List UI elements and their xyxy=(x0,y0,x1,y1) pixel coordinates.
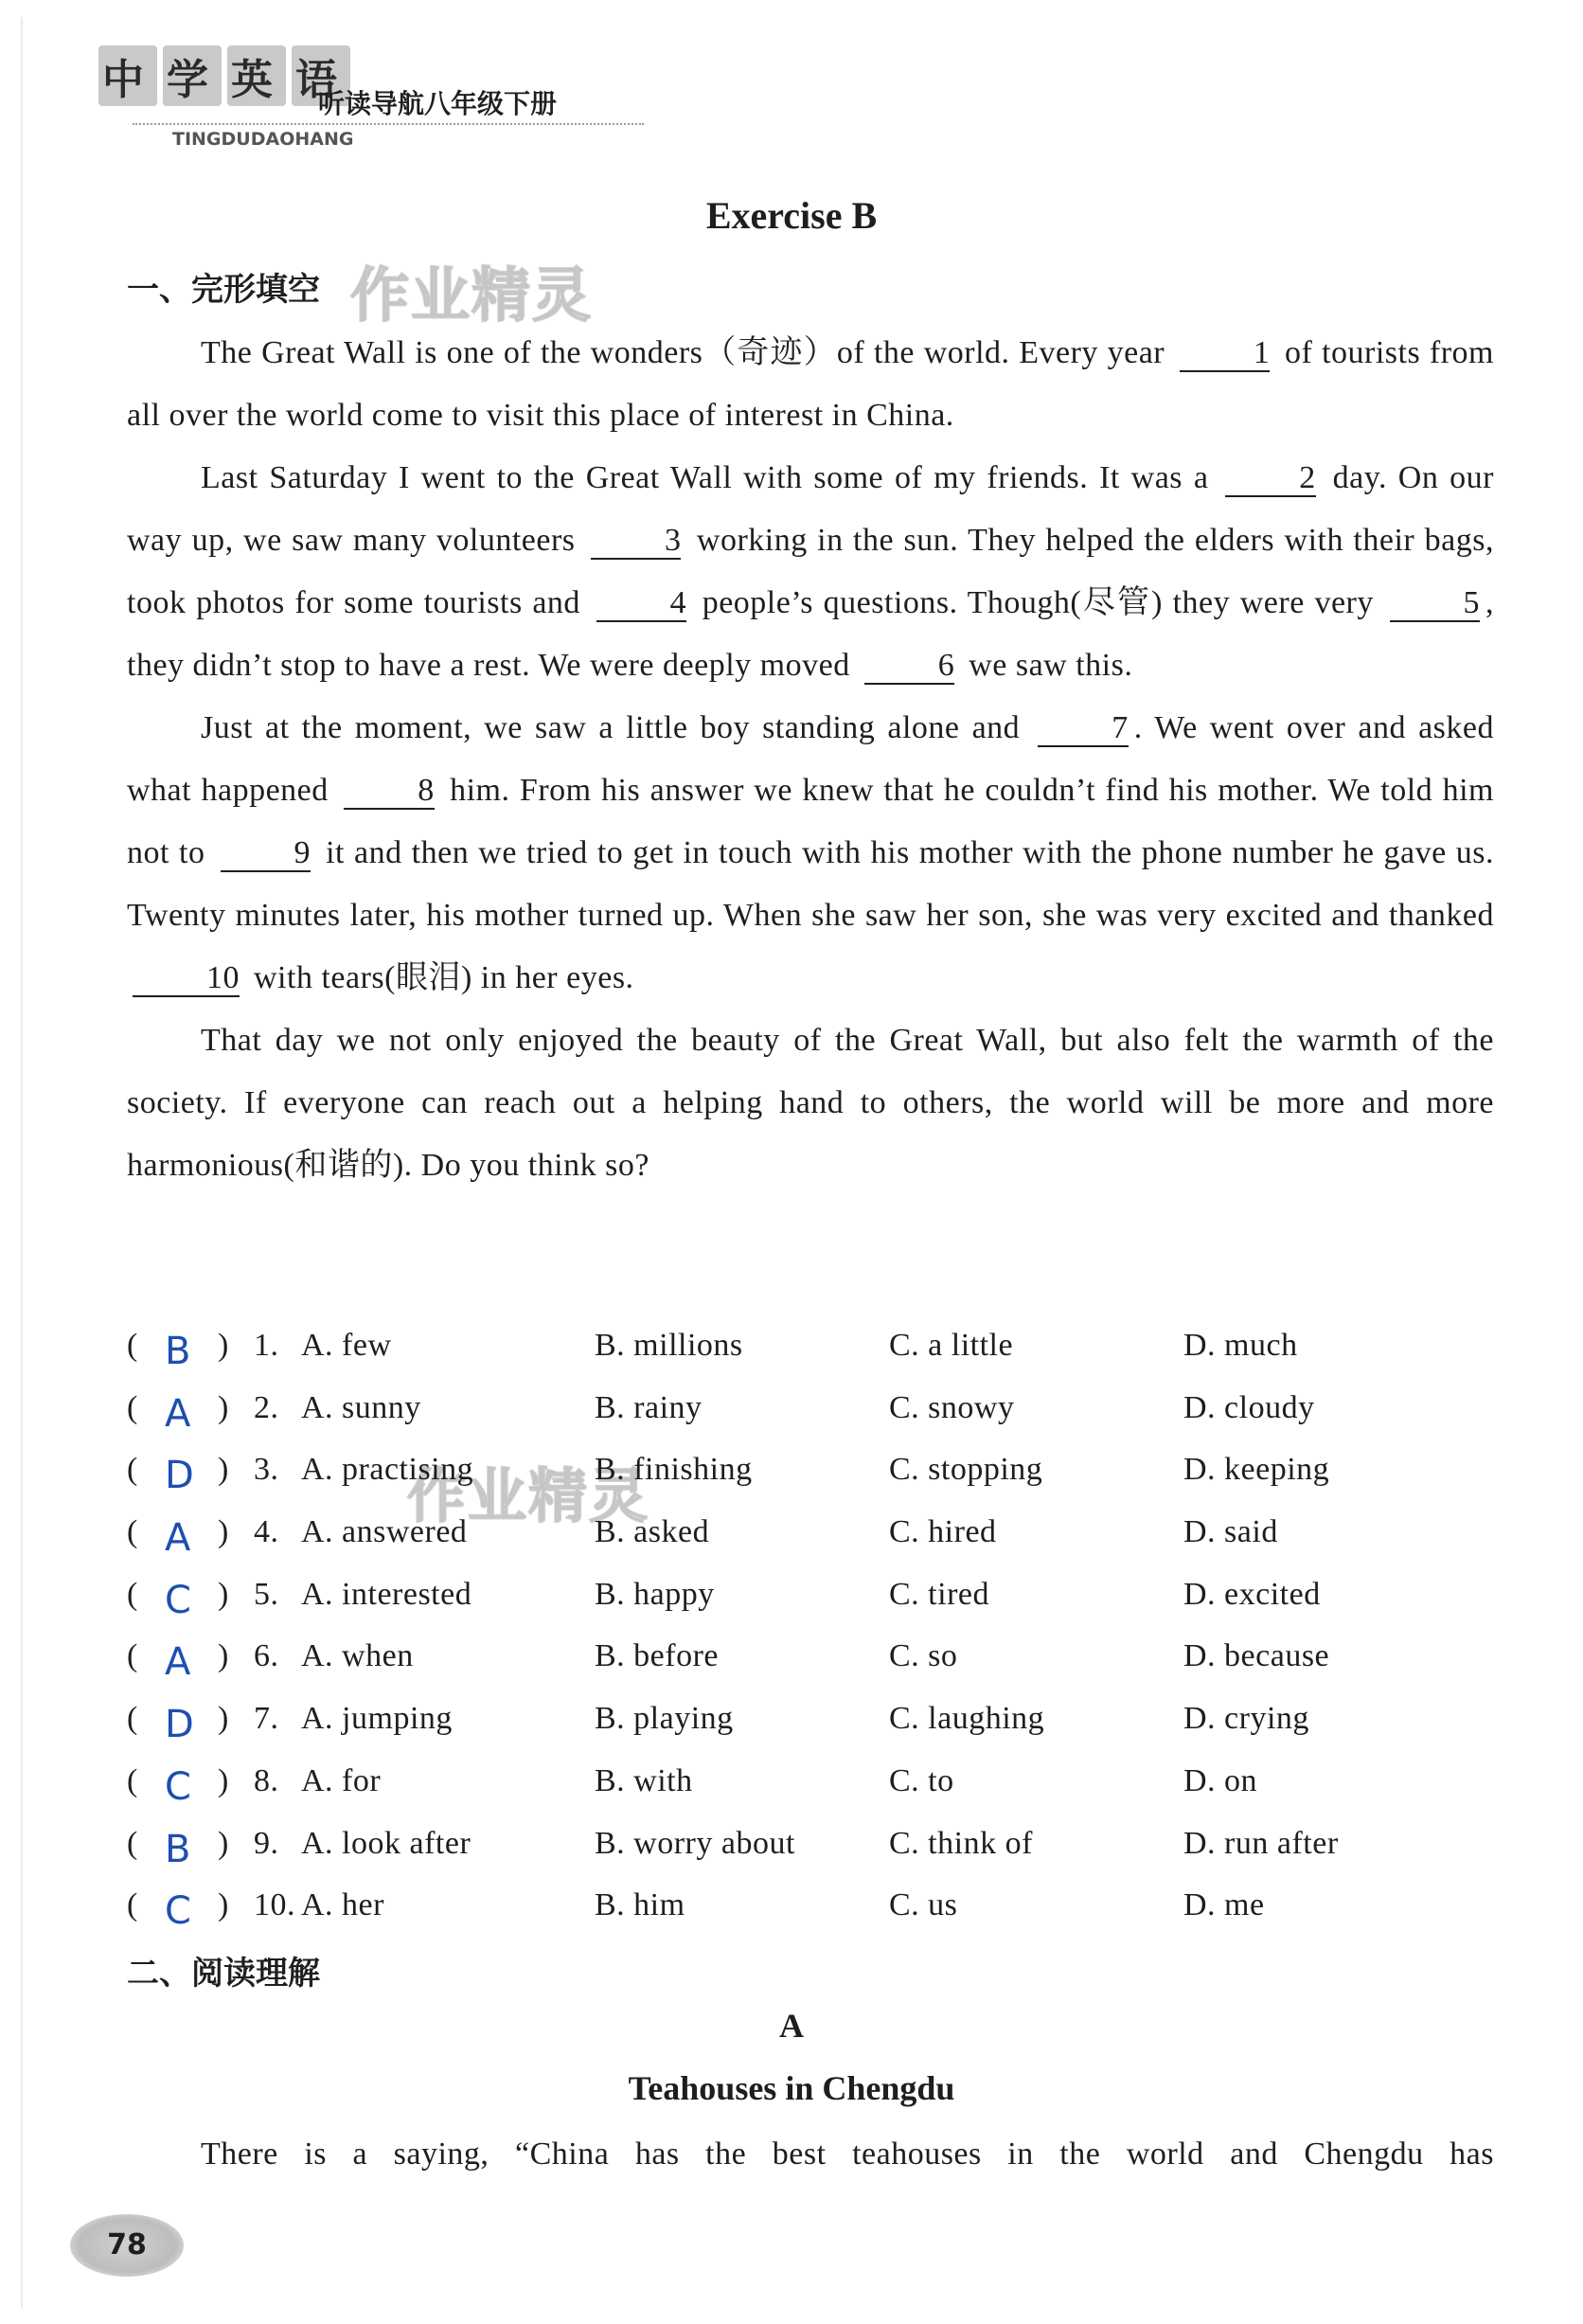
answer-blank: 1 xyxy=(1180,336,1271,372)
passage-first-line: There is a saying, “China has the best teahouses in the world and Chengdu has xyxy=(201,2136,1494,2172)
option-c: C. laughing xyxy=(889,1701,1045,1737)
passage-text: That day we not only enjoyed the beauty of the Great Wall, but also felt the warmth of the society. If everyone can reach out a helping hand to others, the world will be more and more harmonious(和谐的). Do you think so? xyxy=(127,1023,1494,1183)
passage-text: we saw this. xyxy=(960,648,1133,683)
answer-letter: B xyxy=(165,1330,191,1373)
header-pinyin: TINGDUDAOHANG xyxy=(172,129,354,150)
answer-paren: ) xyxy=(218,1452,229,1488)
passage-text: The Great Wall is one of the wonders（奇迹）of the world. Every year xyxy=(201,335,1174,370)
question-number: 4. xyxy=(254,1514,279,1550)
option-b: B. finishing xyxy=(595,1452,753,1488)
option-b: B. him xyxy=(595,1887,685,1923)
option-d: D. cloudy xyxy=(1183,1389,1315,1425)
cloze-passage xyxy=(127,322,1494,1197)
option-d: D. because xyxy=(1183,1638,1330,1674)
passage-text: Just at the moment, we saw a little boy standing alone and xyxy=(201,710,1033,745)
answer-paren: ) xyxy=(218,1887,229,1923)
answer-paren: ( xyxy=(127,1328,138,1363)
option-a: A. interested xyxy=(301,1576,472,1612)
option-a: A. her xyxy=(301,1887,384,1923)
question-row xyxy=(127,1633,1509,1695)
answer-letter: A xyxy=(165,1391,191,1436)
passage-text: it and then we tried to get in touch with his mother with the phone number he gave us. Twenty minutes later, his mother turned up. When she saw her son, she was very excited and thanked xyxy=(127,835,1494,933)
option-a: A. practising xyxy=(301,1452,474,1488)
answer-letter: A xyxy=(165,1640,191,1685)
section-heading-cloze: 一、完形填空 xyxy=(127,271,320,309)
answer-paren: ) xyxy=(218,1762,229,1798)
answer-letter: D xyxy=(165,1703,195,1747)
answer-blank: 4 xyxy=(596,586,687,622)
question-row xyxy=(127,1322,1509,1385)
passage-paragraph xyxy=(127,1010,1494,1197)
option-a: A. few xyxy=(301,1328,392,1363)
watermark: 作业精灵 xyxy=(350,260,594,330)
answer-letter: B xyxy=(165,1827,191,1871)
answer-paren: ) xyxy=(218,1701,229,1737)
option-c: C. hired xyxy=(889,1514,997,1550)
question-number: 10. xyxy=(254,1887,295,1923)
answer-paren: ( xyxy=(127,1887,138,1923)
page-number: 78 xyxy=(70,2214,184,2277)
answer-paren: ( xyxy=(127,1762,138,1798)
option-c: C. snowy xyxy=(889,1389,1015,1425)
option-d: D. excited xyxy=(1183,1576,1321,1612)
option-c: C. a little xyxy=(889,1328,1014,1363)
series-char: 语 xyxy=(292,45,350,106)
option-a: A. answered xyxy=(301,1514,468,1550)
passage-text: day. On our way up, we saw many volunteers xyxy=(127,460,1494,558)
option-d: D. said xyxy=(1183,1514,1278,1550)
option-c: C. to xyxy=(889,1762,954,1798)
question-row xyxy=(127,1446,1509,1509)
passage-title: Teahouses in Chengdu xyxy=(628,2069,955,2107)
passage-text: Last Saturday I went to the Great Wall with some of my friends. It was a xyxy=(201,460,1220,495)
option-d: D. run after xyxy=(1183,1825,1339,1861)
question-number: 5. xyxy=(254,1576,279,1612)
question-row xyxy=(127,1509,1509,1571)
option-b: B. millions xyxy=(595,1328,743,1363)
option-b: B. before xyxy=(595,1638,720,1674)
option-c: C. think of xyxy=(889,1825,1033,1861)
answer-paren: ( xyxy=(127,1514,138,1550)
watermark: 作业精灵 xyxy=(407,1461,650,1530)
question-row xyxy=(127,1758,1509,1820)
answer-letter: A xyxy=(165,1516,191,1561)
option-d: D. on xyxy=(1183,1762,1258,1798)
part-letter: A xyxy=(779,2007,804,2045)
answer-paren: ( xyxy=(127,1452,138,1488)
option-c: C. so xyxy=(889,1638,958,1674)
answer-letter: C xyxy=(165,1578,192,1622)
exercise-title: Exercise B xyxy=(705,194,878,237)
option-a: A. jumping xyxy=(301,1701,453,1737)
answer-paren: ) xyxy=(218,1825,229,1861)
answer-paren: ( xyxy=(127,1701,138,1737)
option-b: B. worry about xyxy=(595,1825,795,1861)
answer-letter: D xyxy=(165,1454,195,1498)
question-list xyxy=(127,1322,1509,1944)
option-c: C. us xyxy=(889,1887,958,1923)
option-d: D. keeping xyxy=(1183,1452,1330,1488)
question-row xyxy=(127,1385,1509,1447)
answer-paren: ) xyxy=(218,1638,229,1674)
answer-letter: C xyxy=(165,1764,192,1809)
passage-paragraph xyxy=(127,697,1494,1010)
passage-text: with tears(眼泪) in her eyes. xyxy=(245,960,634,995)
option-c: C. stopping xyxy=(889,1452,1043,1488)
answer-blank: 3 xyxy=(591,524,682,560)
question-row xyxy=(127,1571,1509,1634)
passage-text: . We went over and asked what happened xyxy=(127,710,1495,808)
option-d: D. crying xyxy=(1183,1701,1309,1737)
passage-text: , they didn’t stop to have a rest. We were deeply moved xyxy=(127,585,1494,683)
answer-paren: ( xyxy=(127,1389,138,1425)
question-row xyxy=(127,1882,1509,1944)
answer-paren: ) xyxy=(218,1514,229,1550)
answer-paren: ) xyxy=(218,1328,229,1363)
answer-blank: 9 xyxy=(221,836,311,872)
section-heading-reading: 二、阅读理解 xyxy=(127,1955,320,1993)
answer-blank: 6 xyxy=(864,649,955,685)
answer-blank: 2 xyxy=(1225,461,1316,497)
passage-text: working in the sun. They helped the elders with their bags, took photos for some tourists and xyxy=(127,523,1494,620)
question-number: 3. xyxy=(254,1452,279,1488)
question-row xyxy=(127,1820,1509,1883)
answer-blank: 8 xyxy=(344,774,435,810)
answer-letter: C xyxy=(165,1889,192,1934)
option-b: B. with xyxy=(595,1762,693,1798)
passage-paragraph xyxy=(127,447,1494,697)
option-d: D. me xyxy=(1183,1887,1265,1923)
answer-paren: ( xyxy=(127,1638,138,1674)
answer-paren: ( xyxy=(127,1825,138,1861)
passage-text: people’s questions. Though(尽管) they were very xyxy=(692,585,1384,620)
question-number: 2. xyxy=(254,1389,279,1425)
option-a: A. look after xyxy=(301,1825,471,1861)
question-number: 8. xyxy=(254,1762,279,1798)
option-b: B. asked xyxy=(595,1514,710,1550)
option-a: A. for xyxy=(301,1762,382,1798)
answer-blank: 5 xyxy=(1390,586,1481,622)
passage-paragraph xyxy=(127,322,1494,447)
option-b: B. rainy xyxy=(595,1389,703,1425)
answer-paren: ) xyxy=(218,1389,229,1425)
question-number: 7. xyxy=(254,1701,279,1737)
option-d: D. much xyxy=(1183,1328,1298,1363)
question-row xyxy=(127,1695,1509,1758)
question-number: 1. xyxy=(254,1328,279,1363)
answer-paren: ) xyxy=(218,1576,229,1612)
question-number: 6. xyxy=(254,1638,279,1674)
option-a: A. sunny xyxy=(301,1389,421,1425)
option-a: A. when xyxy=(301,1638,414,1674)
passage-text: him. From his answer we knew that he couldn’t find his mother. We told him not to xyxy=(127,773,1494,870)
series-char: 英 xyxy=(227,45,286,106)
series-char: 学 xyxy=(163,45,222,106)
answer-blank: 10 xyxy=(133,961,240,997)
header-divider xyxy=(133,123,644,125)
passage-text: of tourists from all over the world come to visit this place of interest in China. xyxy=(127,335,1494,433)
option-c: C. tired xyxy=(889,1576,989,1612)
answer-paren: ( xyxy=(127,1576,138,1612)
question-number: 9. xyxy=(254,1825,279,1861)
series-char: 中 xyxy=(98,45,157,106)
answer-blank: 7 xyxy=(1038,711,1129,747)
option-b: B. playing xyxy=(595,1701,734,1737)
book-subtitle: 听读导航八年级下册 xyxy=(318,88,558,119)
option-b: B. happy xyxy=(595,1576,715,1612)
